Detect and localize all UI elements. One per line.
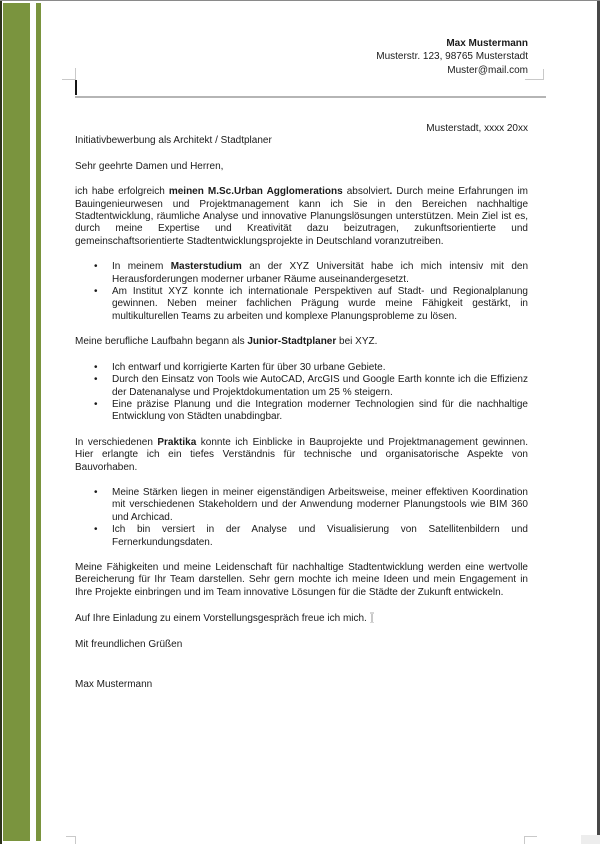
list-career: [75, 362, 528, 424]
text-run: In verschiedenen: [75, 436, 158, 448]
invitation-text: Auf Ihre Einladung zu einem Vorstellungsgespräch freue ich mich.: [75, 613, 367, 625]
letter-body[interactable]: [75, 123, 528, 691]
bookmark-mark: [371, 612, 373, 623]
list-education: [75, 261, 528, 323]
list-item: [112, 261, 528, 286]
text-run: Ich bin versiert in der Analyse und Visualisierung von Satellitenbildern und Fernerkundungsdaten.: [112, 524, 528, 548]
closing-line: Mit freundlichen Grüßen: [75, 638, 183, 650]
text-run: bei XYZ.: [336, 336, 378, 348]
text-run: ich habe erfolgreich: [75, 186, 169, 198]
paragraph-career: [75, 336, 528, 348]
text-cursor: [75, 80, 77, 95]
window-left-edge: [0, 1, 2, 844]
list-item: [112, 286, 528, 323]
text-run: In meinem: [112, 261, 171, 273]
header-separator-line: [75, 96, 546, 98]
list-item: [112, 399, 528, 424]
text-run: Am Institut XYZ konnte ich internationale Perspektiven auf Stadt- und Regionalplanung gewinnen. Neben meiner fachlichen Prägung wurde meine Fähigkeit gestärkt, in multikulturellen Teams zu arbeiten und komplexe Planungsprobleme zu lösen.: [112, 286, 528, 322]
paragraph-internships: [75, 437, 528, 474]
text-run: Durch den Einsatz von Tools wie AutoCAD, ArcGIS und Google Earth konnte ich die Effizienz der Datenanalyse und Projektdokumentation um 25 % steigern.: [112, 374, 528, 398]
list-item: [112, 487, 528, 524]
bold-text-run: Masterstudium: [170, 261, 242, 273]
sender-block: [376, 37, 528, 77]
list-item: [112, 524, 528, 549]
text-run: konnte ich Einblicke in Bauprojekte und Projektmanagement gewinnen. Hier erlangte ich ein tiefes Verständnis für technische und organisatorische Aspekte von Bauvorhaben.: [75, 436, 528, 473]
signature-name: Max Mustermann: [75, 679, 153, 690]
text-run: Meine berufliche Laufbahn begann als: [75, 336, 248, 348]
sidebar-accent-bar: [3, 3, 30, 841]
list-skills: [75, 487, 528, 549]
sender-name: Max Mustermann: [446, 38, 528, 49]
invitation-line: [75, 612, 528, 625]
text-run: Durch meine Erfahrungen im Bauingenieurwesen und Projektmanagement kann ich Sie in den Bereichen nachhaltige Stadtentwicklung, räumliche Analyse und innovative Planungslösungen unterstützen. Mein Ziel ist es, durch meine Expertise und Kreativität dazu beizutragen, zukunftsorientierte und gemeinschaftsorientierte Stadtentwicklungsprojekte in Deutschland voranzutreiben.: [75, 186, 528, 247]
text-run: an der XYZ Universität habe ich mich intensiv mit den Herausforderungen moderner urbaner Räume auseinandergesetzt.: [112, 261, 529, 285]
date-line: Musterstadt, xxxx 20xx: [426, 123, 528, 134]
text-run: Ich entwarf und korrigierte Karten für über 30 urbane Gebiete.: [112, 361, 386, 373]
bold-text-run: Praktika: [157, 436, 197, 448]
text-run: Meine Stärken liegen in meiner eigenständigen Arbeitsweise, meiner effektiven Koordination mit verschiedenen Stakeholdern und der Anwendung moderner Planungstools wie BIM 360 und Archicad.: [112, 486, 528, 523]
bold-text-run: meinen M.Sc.Urban Agglomerations: [168, 186, 343, 198]
salutation: Sehr geehrte Damen und Herren,: [75, 160, 224, 172]
sidebar-accent-bar-thin: [36, 3, 41, 841]
subject-line: Initiativbewerbung als Architekt / Stadtplaner: [75, 135, 272, 147]
paragraph-conclusion: [75, 562, 528, 599]
text-boundary-corner-top-left: [62, 68, 76, 80]
paragraph-education: [75, 186, 528, 248]
bold-text-run: .: [389, 186, 393, 198]
list-item: [112, 374, 528, 399]
text-run: absolviert: [342, 186, 390, 198]
list-item: [112, 362, 528, 374]
text-run: Meine Fähigkeiten und meine Leidenschaft für nachhaltige Stadtentwicklung werden eine wertvolle Bereicherung für Ihr Team darstellen. Sehr gern mochte ich meine Ideen und mein Engagement in Ihre Projekte einbringen und im Team innovative Lösungen für die Städte der Zukunft entwickeln.: [75, 561, 528, 598]
sender-email: Muster@mail.com: [447, 64, 528, 76]
text-run: Eine präzise Planung und die Integration moderner Technologien sind für die nachhaltige Entwicklung von Städten unabdingbar.: [112, 398, 528, 423]
bold-text-run: Junior-Stadtplaner: [247, 336, 337, 348]
sender-address: Musterstr. 123, 98765 Musterstadt: [376, 51, 528, 63]
